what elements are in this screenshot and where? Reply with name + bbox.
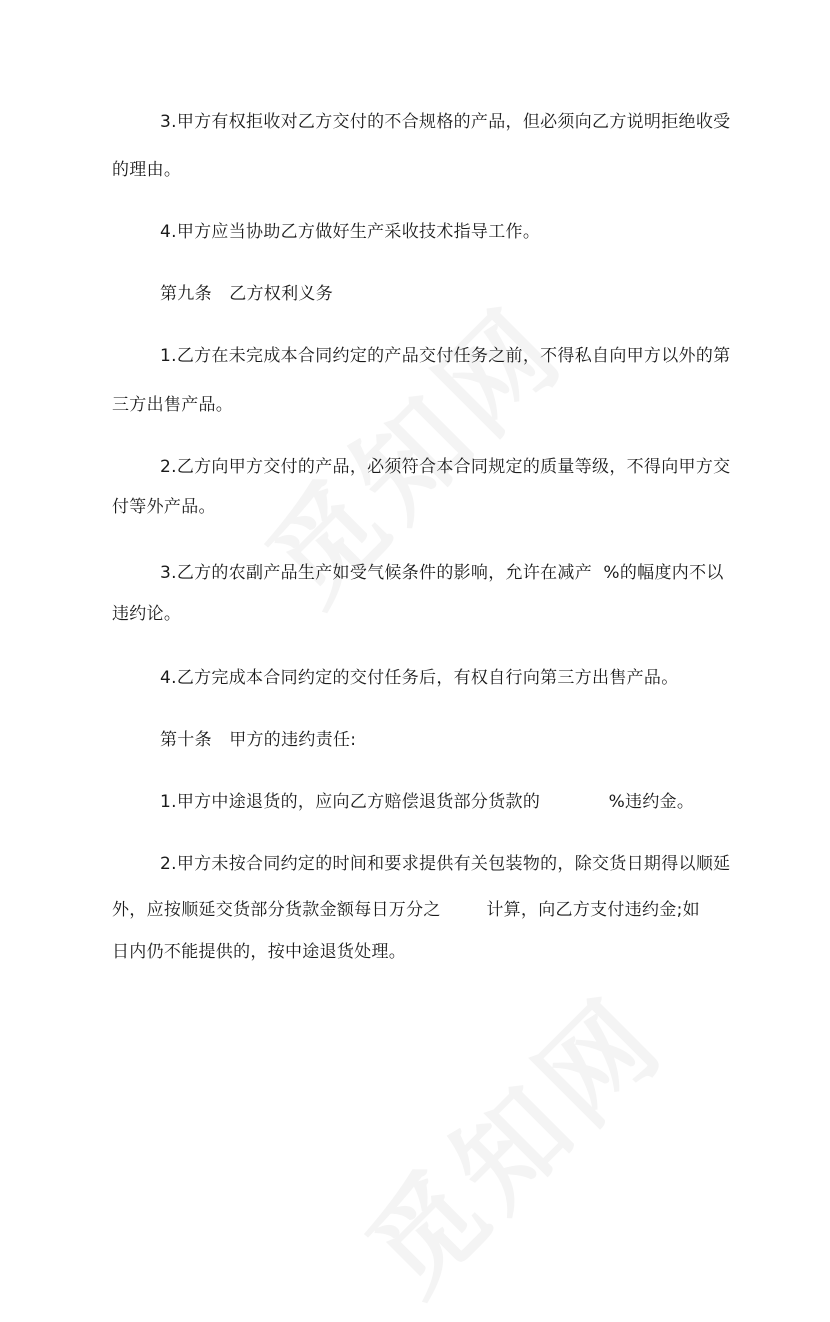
paragraph-line: 2.甲方未按合同约定的时间和要求提供有关包装物的，除交货日期得以顺延 bbox=[160, 854, 731, 874]
section-heading: 第九条 乙方权利义务 bbox=[160, 284, 333, 304]
watermark bbox=[327, 956, 693, 1322]
paragraph-line: 外，应按顺延交货部分货款金额每日万分之 计算，向乙方支付违约金;如 bbox=[112, 900, 700, 920]
paragraph-line: 4.乙方完成本合同约定的交付任务后，有权自行向第三方出售产品。 bbox=[160, 668, 679, 688]
paragraph-line: 违约论。 bbox=[112, 604, 182, 624]
paragraph-line: 1.乙方在未完成本合同约定的产品交付任务之前，不得私自向甲方以外的第 bbox=[160, 346, 731, 366]
paragraph-line: 日内仍不能提供的，按中途退货处理。 bbox=[112, 942, 407, 962]
paragraph-line: 付等外产品。 bbox=[112, 497, 216, 517]
paragraph-line: 3.甲方有权拒收对乙方交付的不合规格的产品，但必须向乙方说明拒绝收受 bbox=[160, 112, 731, 132]
paragraph-line: 3.乙方的农副产品生产如受气候条件的影响，允许在减产 %的幅度内不以 bbox=[160, 563, 724, 583]
paragraph-line: 1.甲方中途退货的，应向乙方赔偿退货部分货款的 %违约金。 bbox=[160, 792, 695, 812]
section-heading: 第十条 甲方的违约责任: bbox=[160, 730, 357, 750]
paragraph-line: 的理由。 bbox=[112, 160, 182, 180]
paragraph-line: 4.甲方应当协助乙方做好生产采收技术指导工作。 bbox=[160, 222, 541, 242]
paragraph-line: 三方出售产品。 bbox=[112, 395, 234, 415]
paragraph-line: 2.乙方向甲方交付的产品，必须符合本合同规定的质量等级，不得向甲方交 bbox=[160, 457, 731, 477]
